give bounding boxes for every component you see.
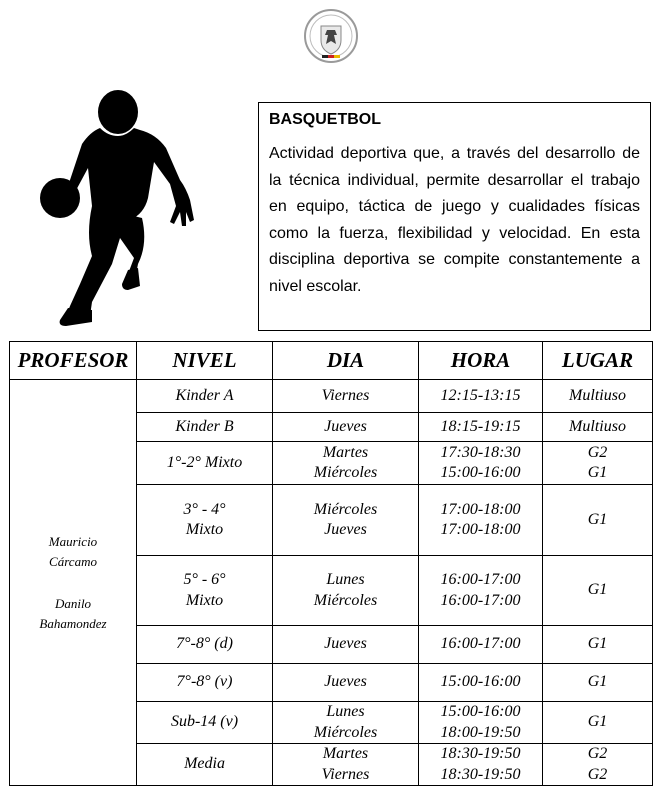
schedule-table	[9, 341, 653, 786]
hora-cell: 15:00-16:00 18:00-19:50	[419, 702, 543, 744]
profesor-name-line: Cárcamo	[49, 553, 97, 569]
lugar-cell: Multiuso	[543, 413, 653, 442]
nivel-cell: Kinder B	[137, 413, 273, 442]
lugar-cell: Multiuso	[543, 380, 653, 413]
nivel-cell: 7°-8° (d)	[137, 626, 273, 664]
hora-cell: 12:15-13:15	[419, 380, 543, 413]
hora-cell: 17:00-18:00 17:00-18:00	[419, 485, 543, 556]
lugar-cell: G2 G2	[543, 744, 653, 786]
dia-cell: Viernes	[273, 380, 419, 413]
lugar-cell: G1	[543, 556, 653, 626]
hora-cell: 16:00-17:00	[419, 626, 543, 664]
dia-cell: Martes Viernes	[273, 744, 419, 786]
profesor-name-line: Bahamondez	[39, 615, 107, 631]
nivel-cell: 5° - 6° Mixto	[137, 556, 273, 626]
table-row	[10, 380, 653, 413]
dia-cell: Jueves	[273, 413, 419, 442]
hora-cell: 18:30-19:50 18:30-19:50	[419, 744, 543, 786]
table-header-row	[10, 342, 653, 380]
header-profesor: PROFESOR	[10, 342, 137, 380]
hora-cell: 15:00-16:00	[419, 664, 543, 702]
nivel-cell: Sub-14 (v)	[137, 702, 273, 744]
dia-cell: Miércoles Jueves	[273, 485, 419, 556]
profesor-name-line: Danilo	[54, 595, 92, 611]
lugar-cell: G1	[543, 485, 653, 556]
activity-info-box	[258, 102, 651, 331]
nivel-cell: 1°-2° Mixto	[137, 442, 273, 485]
dia-cell: Martes Miércoles	[273, 442, 419, 485]
nivel-cell: 3° - 4° Mixto	[137, 485, 273, 556]
hora-cell: 16:00-17:00 16:00-17:00	[419, 556, 543, 626]
hora-cell: 17:30-18:30 15:00-16:00	[419, 442, 543, 485]
dia-cell: Lunes Miércoles	[273, 556, 419, 626]
lugar-cell: G2 G1	[543, 442, 653, 485]
activity-description: Actividad deportiva que, a través del desarrollo de la técnica individual, permite desarrollar el trabajo en equipo, táctica de juego y cualidades físicas como la fuerza, flexibilidad y velocidad. En esta disciplina deportiva se compite constantemente a nivel escolar.	[269, 145, 640, 295]
nivel-cell: Kinder A	[137, 380, 273, 413]
dia-cell: Lunes Miércoles	[273, 702, 419, 744]
dia-cell: Jueves	[273, 626, 419, 664]
lugar-cell: G1	[543, 626, 653, 664]
nivel-cell: 7°-8° (v)	[137, 664, 273, 702]
header-dia: DIA	[273, 342, 419, 380]
profesor-name-line: Mauricio	[48, 533, 98, 549]
profesor-cell	[10, 380, 137, 786]
school-crest-icon	[303, 8, 359, 64]
header-nivel: NIVEL	[137, 342, 273, 380]
basketball-player-silhouette-icon	[30, 88, 205, 328]
nivel-cell: Media	[137, 744, 273, 786]
lugar-cell: G1	[543, 664, 653, 702]
lugar-cell: G1	[543, 702, 653, 744]
basketball-player-image	[30, 88, 205, 328]
activity-title: BASQUETBOL	[269, 111, 381, 128]
header-hora: HORA	[419, 342, 543, 380]
dia-cell: Jueves	[273, 664, 419, 702]
header-lugar: LUGAR	[543, 342, 653, 380]
school-crest-logo	[303, 8, 359, 64]
hora-cell: 18:15-19:15	[419, 413, 543, 442]
